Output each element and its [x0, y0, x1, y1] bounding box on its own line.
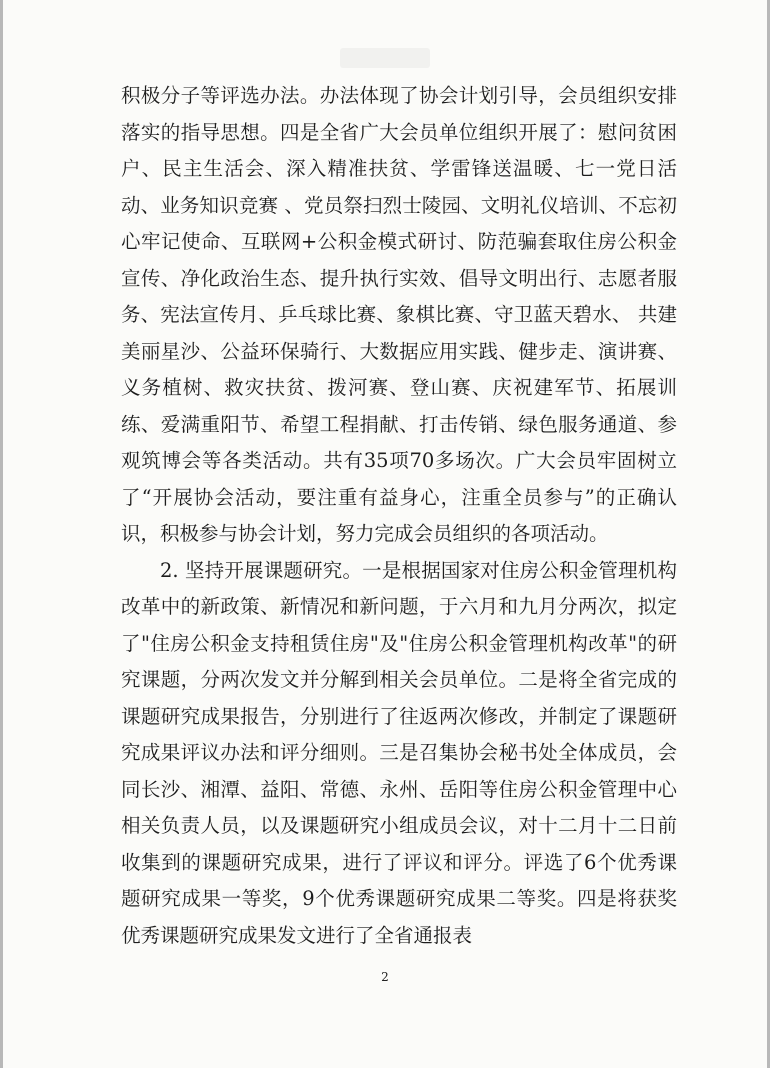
page-number: 2: [381, 970, 389, 984]
faint-scan-mark: [340, 48, 430, 68]
paragraph-research: 2. 坚持开展课题研究。一是根据国家对住房公积金管理机构改革中的新政策、新情况和新问题，于六月和九月分两次，拟定了"住房公积金支持租赁住房"及"住房公积金管理机构改革"的研究课题，分两次发文并分解到相关会员单位。二是将全省完成的课题研究成果报告，分别进行了往返两次修改，并制定了课题研究成果评议办法和评分细则。三是召集协会秘书处全体成员，会同长沙、湘潭、益阳、常德、永州、岳阳等住房公积金管理中心相关负责人员，以及课题研究小组成员会议，对十二月十二日前收集到的课题研究成果，进行了评议和评分。评选了6个优秀课题研究成果一等奖，9个优秀课题研究成果二等奖。四是将获奖优秀课题研究成果发文进行了全省通报表: [121, 558, 677, 947]
paragraph-continued: 积极分子等评选办法。办法体现了协会计划引导，会员组织安排落实的指导思想。四是全省广大会员单位组织开展了：慰问贫困户、民主生活会、深入精准扶贫、学雷锋送温暖、七一党日活动、业务知识竞赛 、党员祭扫烈士陵园、文明礼仪培训、不忘初心牢记使命、互联网+公积金模式研讨、防范骗套取住房公积金宣传、净化政治生态、提升执行实效、倡导文明出行、志愿者服务、宪法宣传月、乒乓球比赛、象棋比赛、守卫蓝天碧水、 共建美丽星沙、公益环保骑行、大数据应用实践、健步走、演讲赛、义务植树、救灾扶贫、拨河赛、登山赛、庆祝建军节、拓展训练、爱满重阳节、希望工程捐献、打击传销、绿色服务通道、参观筑博会等各类活动。共有35项70多场次。广大会员牢固树立了“开展协会活动，要注重有益身心，注重全员参与”的正确认识，积极参与协会计划，努力完成会员组织的各项活动。: [121, 84, 677, 545]
left-scan-border: [0, 0, 3, 1068]
body-text: [121, 78, 677, 954]
